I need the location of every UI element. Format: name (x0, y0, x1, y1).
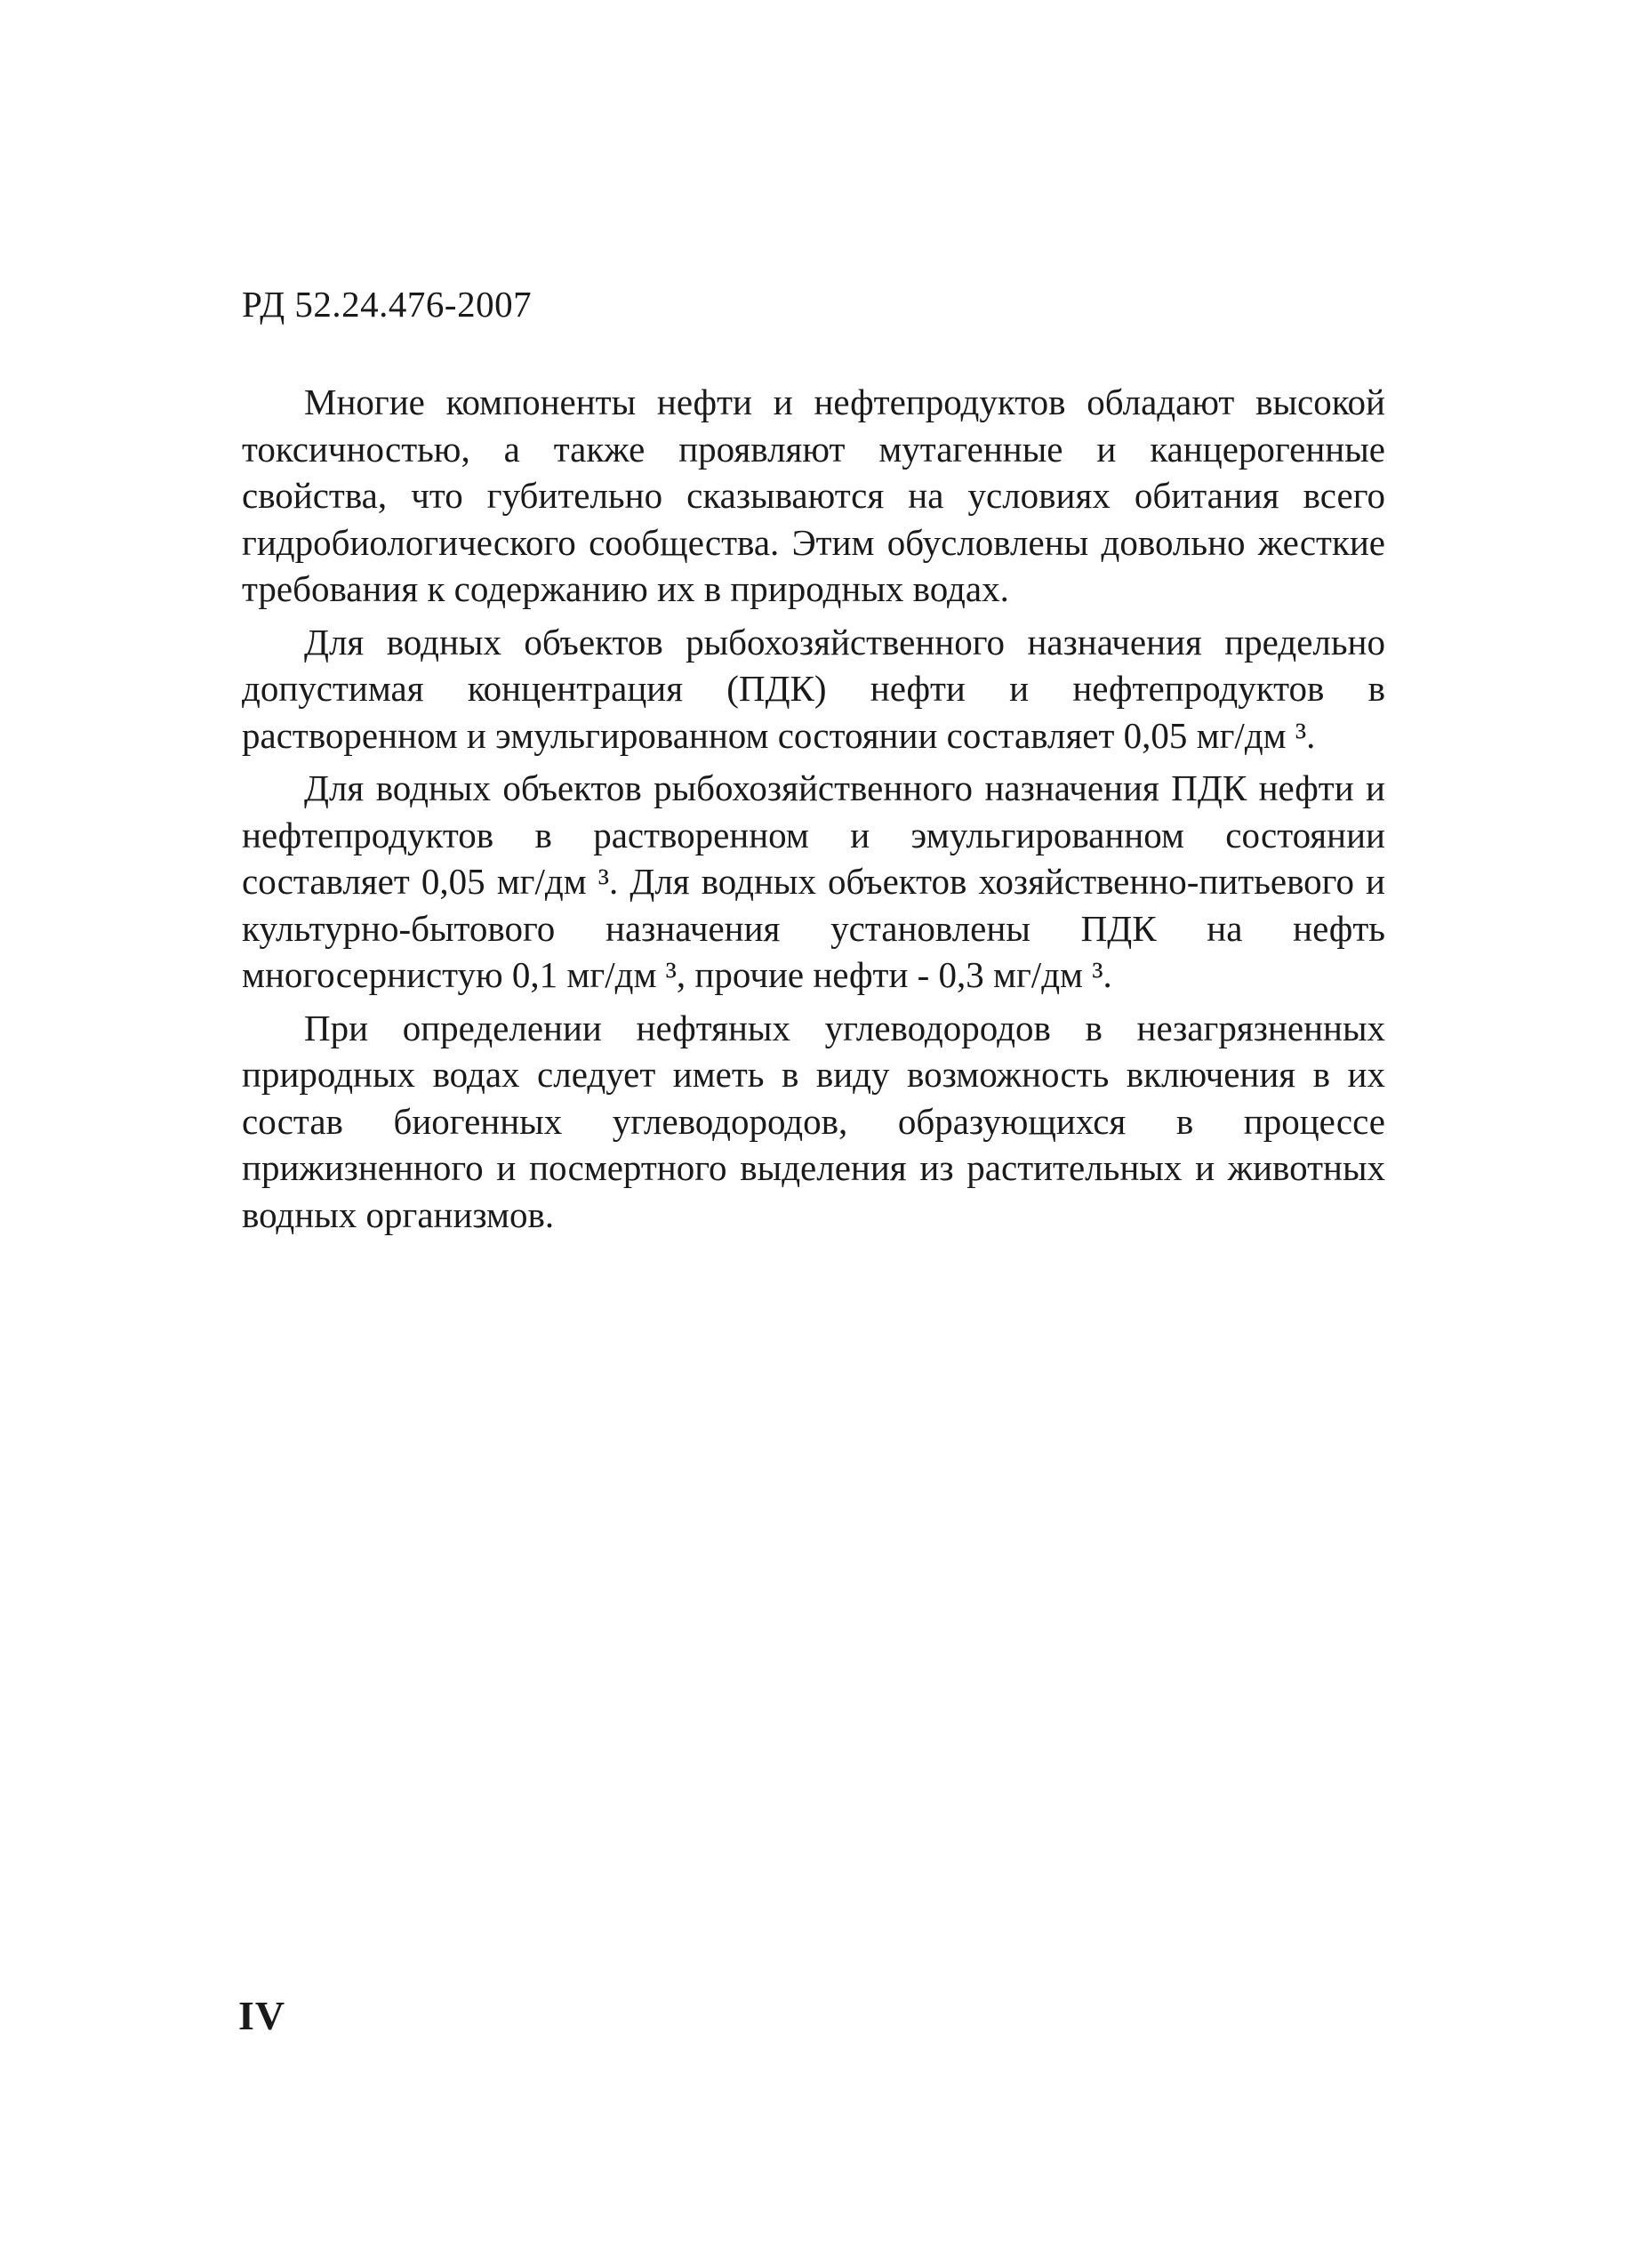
paragraph-fishery-pdk: Для водных объектов рыбохозяйственного назначения предельно допустимая концентрация (ПДК) нефти и нефтепродуктов в растворенном и эмульгированном состоянии составляет 0,05 мг/дм ³. (242, 621, 1385, 756)
paragraph-pdk-values: Для водных объектов рыбохозяйственного назначения ПДК нефти и нефтепродуктов в растворенном и эмульгированном состоянии составляет 0,05 мг/дм ³. Для водных объектов хозяйственно-питьевого и культурно-бытового назначения установлены ПДК на нефть многосернистую 0,1 мг/дм ³, прочие нефти - 0,3 мг/дм ³. (242, 767, 1385, 995)
paragraph-biogenic-hydrocarbons: При определении нефтяных углеводородов в незагрязненных природных водах следует иметь в виду возможность включения в их состав биогенных углеводородов, образующихся в процессе прижизненного и посмертного выделения из растительных и животных водных организмов. (242, 1007, 1385, 1235)
page-number: IV (238, 1993, 286, 2038)
document-code: РД 52.24.476-2007 (242, 284, 533, 325)
paragraph-toxicity: Многие компоненты нефти и нефтепродуктов обладают высокой токсичностью, а также проявляют мутагенные и канцерогенные свойства, что губительно сказываются на условиях обитания всего гидробиологического сообщества. Этим обусловлены довольно жесткие требования к содержанию их в природных водах. (242, 382, 1385, 609)
body-text (242, 379, 1385, 1244)
